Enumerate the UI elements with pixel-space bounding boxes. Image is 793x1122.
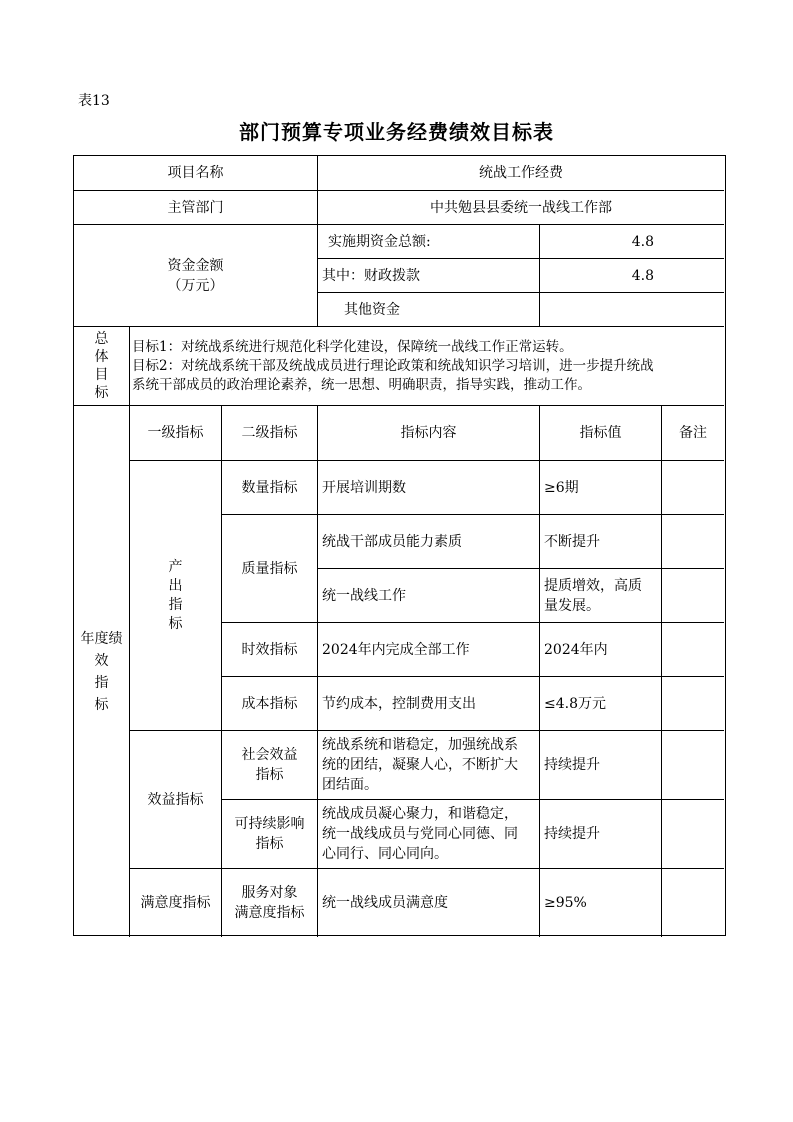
social-benefit-content (318, 731, 540, 800)
quality-indicator-label: 质量指标 (222, 515, 318, 623)
social-benefit-label-line1: 社会效益 (241, 747, 298, 763)
funds-fiscal-label: 其中：财政拨款 (318, 259, 540, 293)
performance-table (73, 155, 726, 936)
quality-remark-2 (662, 569, 724, 623)
quality-value-1: 不断提升 (540, 515, 662, 569)
satisfaction-content: 统一战线成员满意度 (318, 869, 540, 937)
quantity-remark (662, 461, 724, 515)
satisfaction-sub-line1: 服务对象 (241, 885, 298, 901)
annual-label-line4: 标 (94, 696, 109, 713)
benefit-indicators-label: 效益指标 (130, 731, 222, 869)
social-benefit-label-line2: 指标 (255, 767, 284, 783)
quantity-content: 开展培训期数 (318, 461, 540, 515)
cost-indicator-label: 成本指标 (222, 677, 318, 731)
table-number: 表13 (78, 93, 110, 109)
sustain-benefit-content (318, 800, 540, 869)
funds-fiscal-value: 4.8 (540, 259, 724, 293)
page-title: 部门预算专项业务经费绩效目标表 (239, 120, 554, 144)
quality-value-2 (540, 569, 662, 623)
sustain-label-line2: 指标 (255, 836, 284, 852)
quality-value-2-line1: 提质增效，高质 (544, 577, 642, 594)
overall-goals-label (74, 327, 130, 406)
timeliness-value: 2024年内 (540, 623, 662, 677)
sustain-benefit-label (222, 800, 318, 869)
funds-other-label: 其他资金 (318, 293, 540, 327)
goal-line-3: 系统干部成员的政治理论素养，统一思想、明确职责，指导实践，推动工作。 (132, 376, 591, 393)
social-benefit-label (222, 731, 318, 800)
funds-other-value (540, 293, 724, 327)
header-level1: 一级指标 (130, 406, 222, 461)
social-content-line3: 团结面。 (322, 777, 378, 793)
satisfaction-sub-line2: 满意度指标 (234, 905, 305, 921)
timeliness-content: 2024年内完成全部工作 (318, 623, 540, 677)
project-name-value: 统战工作经费 (318, 156, 724, 191)
funds-label-line1: 资金金额 (167, 257, 224, 274)
department-label: 主管部门 (74, 191, 318, 225)
annual-label-line3: 指 (94, 674, 109, 691)
cost-content: 节约成本，控制费用支出 (318, 677, 540, 731)
quality-value-2-line2: 量发展。 (544, 597, 600, 614)
satisfaction-indicators-label: 满意度指标 (130, 869, 222, 937)
funds-label-line2: （万元） (167, 277, 224, 294)
cost-value: ≤4.8万元 (540, 677, 662, 731)
sustain-label-line1: 可持续影响 (234, 816, 305, 832)
cost-remark (662, 677, 724, 731)
satisfaction-remark (662, 869, 724, 937)
timeliness-remark (662, 623, 724, 677)
annual-indicators-label (74, 406, 130, 937)
annual-label-line1: 年度绩 (80, 630, 123, 647)
quantity-indicator-label: 数量指标 (222, 461, 318, 515)
quality-content-1: 统战干部成员能力素质 (318, 515, 540, 569)
sustain-content-line1: 统战成员凝心聚力，和谐稳定， (322, 806, 518, 822)
header-remark: 备注 (662, 406, 724, 461)
goal-line-2: 目标2：对统战系统干部及统战成员进行理论政策和统战知识学习培训，进一步提升统战 (132, 357, 654, 374)
social-benefit-remark (662, 731, 724, 800)
overall-goals-text (130, 327, 724, 406)
sustain-benefit-value: 持续提升 (540, 800, 662, 869)
header-value: 指标值 (540, 406, 662, 461)
funds-total-value: 4.8 (540, 225, 724, 259)
social-content-line2: 统的团结，凝聚人心，不断扩大 (322, 757, 518, 773)
satisfaction-value: ≥95% (540, 869, 662, 937)
funds-total-label: 实施期资金总额: (318, 225, 540, 259)
output-indicators-label (130, 461, 222, 731)
quality-remark-1 (662, 515, 724, 569)
sustain-content-line2: 统一战线成员与党同心同德、同 (322, 826, 518, 842)
social-benefit-value: 持续提升 (540, 731, 662, 800)
sustain-content-line3: 心同行、同心同向。 (322, 846, 448, 862)
timeliness-indicator-label: 时效指标 (222, 623, 318, 677)
quality-content-2: 统一战线工作 (318, 569, 540, 623)
goal-line-1: 目标1：对统战系统进行规范化科学化建设，保障统一战线工作正常运转。 (132, 338, 573, 355)
funds-label (74, 225, 318, 327)
annual-label-line2: 效 (94, 652, 109, 669)
overall-goals-label-text: 总体目标 (94, 331, 109, 401)
social-content-line1: 统战系统和谐稳定，加强统战系 (322, 737, 518, 753)
satisfaction-sub-label (222, 869, 318, 937)
sustain-benefit-remark (662, 800, 724, 869)
output-indicators-label-text: 产出指标 (168, 558, 183, 632)
quantity-value: ≥6期 (540, 461, 662, 515)
project-name-label: 项目名称 (74, 156, 318, 191)
department-value: 中共勉县县委统一战线工作部 (318, 191, 724, 225)
header-level2: 二级指标 (222, 406, 318, 461)
header-content: 指标内容 (318, 406, 540, 461)
